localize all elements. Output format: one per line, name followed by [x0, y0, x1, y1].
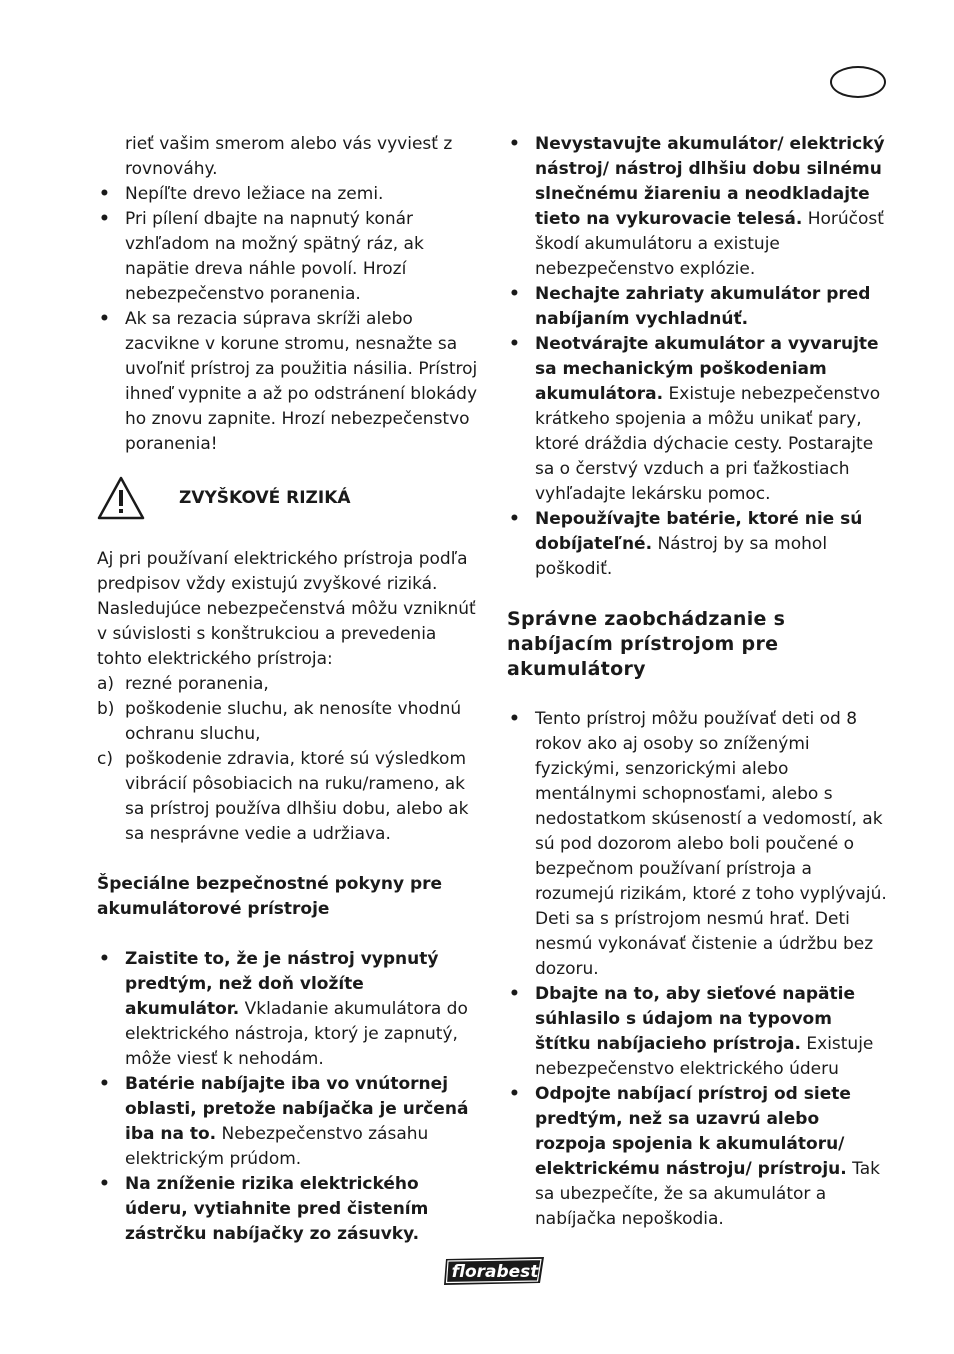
list-item: • Neotvárajte akumulátor a vyvarujte sa mechanickým poškodeniam akumulátora. Existuje nebezpečenstvo krátkeho spojenia a môžu unikať pary, ktoré dráždia dýchacie cesty. Postarajte sa o čerstvý vzduch a pri ťažkostiach vyhľadajte lekársku pomoc. — [507, 332, 892, 507]
florabest-logo — [440, 1253, 550, 1287]
list-item: • Nepíľte drevo ležiace na zemi. — [97, 182, 482, 207]
right-column — [507, 132, 892, 1232]
section-title: ZVYŠKOVÉ RIZIKÁ — [179, 487, 351, 508]
list-item: • Zaistite to, že je nástroj vypnutý predtým, než doň vložíte akumulátor. Vkladanie akumulátora do elektrického nástroja, ktorý je zapnutý, môže viesť k nehodám. — [97, 947, 482, 1072]
list-item: • Nechajte zahriaty akumulátor pred nabíjaním vychladnúť. — [507, 282, 892, 332]
warning-triangle-icon — [97, 476, 145, 520]
list-item: • Odpojte nabíjací prístroj od siete predtým, než sa uzavrú alebo rozpoja spojenia k akumulátoru/ elektrickému nástroju/ prístroju. Tak sa ubezpečíte, že sa akumulátor a nabíjačka nepoškodia. — [507, 1082, 892, 1232]
language-marker — [830, 66, 886, 98]
list-item: • Nevystavujte akumulátor/ elektrický nástroj/ nástroj dlhšiu dobu silnému slnečnému žiareniu a neodkladajte tieto na vykurovacie telesá. Horúčosť škodí akumulátoru a existuje nebezpečenstvo explózie. — [507, 132, 892, 282]
continued-text: rieť vašim smerom alebo vás vyviesť z rovnováhy. — [125, 134, 453, 179]
svg-text:florabest: florabest — [451, 1262, 539, 1282]
list-item: • Nepoužívajte batérie, ktoré nie sú dobíjateľné. Nástroj by sa mohol poškodiť. — [507, 507, 892, 582]
list-item: • Batérie nabíjajte iba vo vnútornej oblasti, pretože nabíjačka je určená iba na to. Nebezpečenstvo zásahu elektrickým prúdom. — [97, 1072, 482, 1172]
list-item: • Ak sa rezacia súprava skríži alebo zacvikne v korune stromu, nesnažte sa uvoľniť prístroj za použitia násilia. Prístroj ihneď vypnite a až po odstránení blokády ho znovu zapnite. Hrozí nebezpečenstvo poranenia! — [97, 307, 482, 457]
residual-risks-header — [97, 473, 482, 523]
list-item: c) poškodenie zdravia, ktoré sú výsledkom vibrácií pôsobiacich na ruku/rameno, ak sa prístroj používa dlhšiu dobu, alebo ak sa nesprávne vedie a udržiava. — [97, 749, 469, 844]
section-heading: Správne zaobchádzanie s nabíjacím prístrojom pre akumulátory — [507, 608, 786, 680]
list-item: • Tento prístroj môžu používať deti od 8 rokov ako aj osoby so zníženými fyzickými, senzorickými alebo mentálnymi schopnosťami, alebo s nedostatkom skúseností a vedomostí, ak sú pod dozorom alebo boli poučené o bezpečnom používaní prístroja a rozumejú rizikám, ktoré z toho vyplývajú. Deti sa s prístrojom nesmú hrať. Deti nesmú vykonávať čistenie a údržbu bez dozoru. — [507, 707, 892, 982]
intro-paragraph: Aj pri používaní elektrického prístroja podľa predpisov vždy existujú zvyškové riziká. Nasledujúce nebezpečenstvá môžu vzniknúť v súvislosti s konštrukciou a prevedenia tohto elektrického prístroja: — [97, 549, 476, 669]
list-item: a) rezné poranenia, — [97, 674, 269, 694]
list-item: b) poškodenie sluchu, ak nenosíte vhodnú ochranu sluchu, — [97, 699, 462, 744]
list-item: • Na zníženie rizika elektrického úderu, vytiahnite pred čistením zástrčku nabíjačky zo zásuvky. — [97, 1172, 482, 1247]
list-item: • Dbajte na to, aby sieťové napätie súhlasilo s údajom na typovom štítku nabíjacieho prístroja. Existuje nebezpečenstvo elektrického úderu — [507, 982, 892, 1082]
list-item: • Pri pílení dbajte na napnutý konár vzhľadom na možný spätný ráz, ak napätie dreva náhle povolí. Hrozí nebezpečenstvo poranenia. — [97, 207, 482, 307]
subsection-heading: Špeciálne bezpečnostné pokyny pre akumulátorové prístroje — [97, 874, 443, 919]
left-column — [97, 132, 482, 1247]
